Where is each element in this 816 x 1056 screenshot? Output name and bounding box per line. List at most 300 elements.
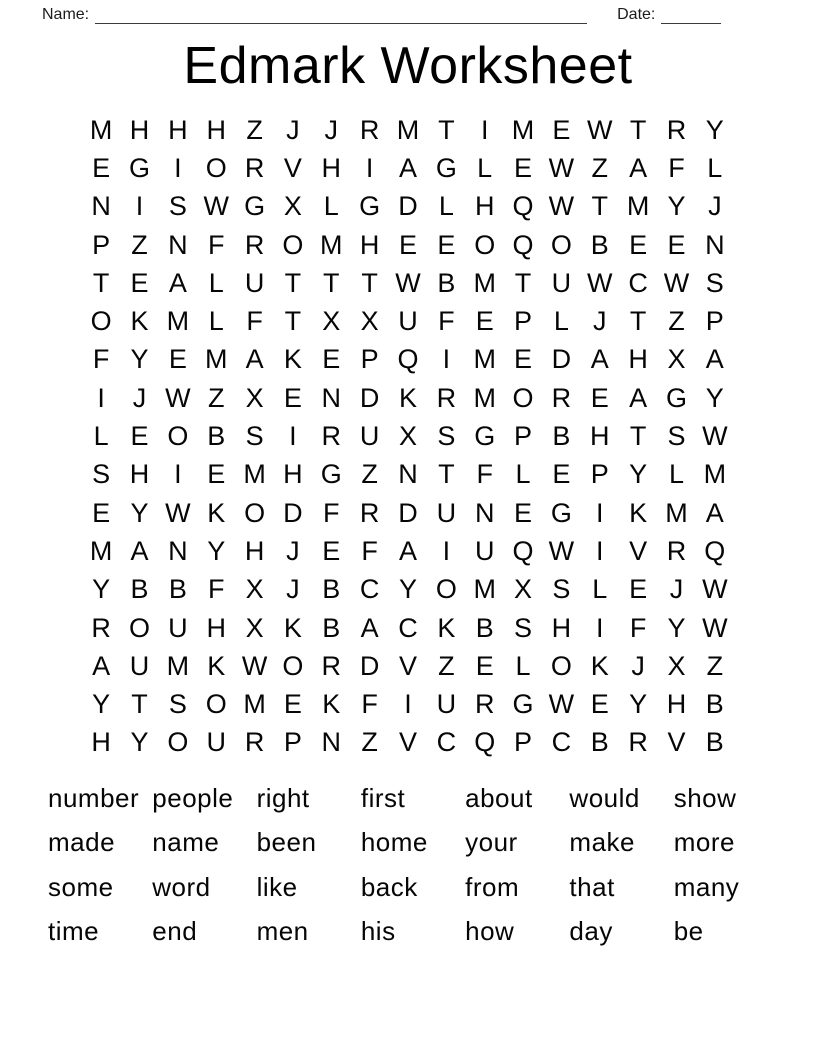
grid-cell: L	[323, 191, 339, 222]
grid-cell: B	[590, 229, 609, 260]
grid-cell: P	[92, 229, 111, 260]
grid-cell: A	[92, 650, 111, 681]
grid-cell: E	[130, 267, 149, 298]
grid-cell: O	[282, 650, 304, 681]
word-item: people	[152, 782, 234, 813]
grid-cell: W	[548, 191, 575, 222]
grid-cell: T	[131, 689, 148, 720]
grid-cell: X	[245, 382, 264, 413]
grid-cell: Y	[705, 114, 724, 145]
grid-cell: A	[398, 535, 417, 566]
grid-cell: T	[629, 421, 647, 452]
grid-cell: N	[91, 191, 111, 222]
grid-cell: P	[590, 459, 609, 490]
grid-cell: W	[203, 191, 229, 222]
grid-cell: M	[166, 306, 190, 337]
grid-cell: O	[205, 152, 227, 183]
grid-cell: K	[437, 612, 456, 643]
word-item: been	[256, 827, 317, 858]
grid-cell: W	[241, 650, 268, 681]
grid-cell: X	[245, 574, 264, 605]
grid-cell: O	[129, 612, 151, 643]
grid-cell: E	[168, 344, 187, 375]
grid-cell: W	[548, 689, 575, 720]
grid-cell: F	[92, 344, 110, 375]
grid-cell: R	[321, 421, 342, 452]
grid-cell: G	[435, 152, 457, 183]
grid-cell: P	[514, 421, 533, 452]
grid-cell: Z	[361, 459, 378, 490]
grid-cell: W	[548, 152, 575, 183]
grid-cell: Q	[512, 191, 534, 222]
grid-cell: X	[245, 612, 264, 643]
grid-cell: L	[553, 306, 569, 337]
grid-cell: Y	[398, 574, 417, 605]
grid-cell: B	[705, 689, 724, 720]
grid-cell: Q	[512, 229, 534, 260]
grid-cell: K	[207, 497, 226, 528]
word-item: how	[465, 916, 515, 947]
grid-cell: N	[321, 382, 342, 413]
grid-cell: J	[132, 382, 147, 413]
grid-cell: H	[628, 344, 648, 375]
grid-cell: F	[323, 497, 340, 528]
word-search-grid	[82, 111, 734, 762]
grid-cell: O	[244, 497, 266, 528]
grid-cell: N	[474, 497, 495, 528]
grid-cell: A	[705, 497, 724, 528]
word-item: word	[152, 871, 211, 902]
grid-cell: X	[398, 421, 417, 452]
word-item: day	[569, 916, 613, 947]
grid-cell: I	[442, 344, 451, 375]
grid-cell: U	[398, 306, 418, 337]
grid-cell: R	[666, 114, 687, 145]
grid-cell: P	[514, 306, 533, 337]
grid-cell: R	[244, 229, 265, 260]
grid-cell: C	[551, 727, 572, 758]
grid-cell: H	[359, 229, 380, 260]
grid-cell: M	[473, 344, 496, 375]
grid-cell: E	[514, 497, 533, 528]
grid-cell: E	[667, 229, 686, 260]
grid-cell: Q	[512, 535, 534, 566]
grid-cell: T	[514, 267, 532, 298]
grid-cell: Y	[207, 535, 226, 566]
word-item: show	[673, 782, 737, 813]
word-item: make	[569, 827, 635, 858]
grid-cell: O	[282, 229, 304, 260]
grid-cell: I	[174, 459, 182, 490]
grid-cell: Z	[591, 152, 608, 183]
grid-cell: I	[174, 152, 182, 183]
grid-cell: E	[590, 689, 609, 720]
grid-cell: N	[705, 229, 725, 260]
grid-cell: Y	[130, 497, 149, 528]
grid-cell: O	[512, 382, 534, 413]
grid-cell: L	[477, 152, 493, 183]
grid-cell: E	[514, 344, 533, 375]
grid-cell: J	[631, 650, 645, 681]
grid-cell: L	[208, 267, 224, 298]
grid-cell: M	[473, 382, 496, 413]
grid-cell: E	[283, 382, 302, 413]
grid-cell: F	[361, 689, 378, 720]
grid-cell: Y	[92, 689, 111, 720]
grid-cell: R	[359, 114, 380, 145]
grid-cell: M	[703, 459, 727, 490]
grid-cell: Y	[667, 191, 686, 222]
grid-cell: S	[705, 267, 724, 298]
grid-cell: L	[707, 152, 723, 183]
grid-cell: R	[321, 650, 342, 681]
grid-cell: W	[587, 114, 613, 145]
grid-cell: L	[668, 459, 684, 490]
name-label: Name:	[42, 6, 90, 23]
grid-cell: R	[91, 612, 111, 643]
grid-cell: U	[551, 267, 572, 298]
grid-cell: C	[436, 727, 457, 758]
grid-cell: T	[284, 306, 302, 337]
grid-cell: E	[130, 421, 149, 452]
grid-cell: G	[512, 689, 534, 720]
grid-cell: U	[474, 535, 495, 566]
grid-cell: K	[322, 689, 341, 720]
grid-cell: W	[663, 267, 690, 298]
grid-cell: W	[702, 421, 728, 452]
grid-cell: O	[550, 650, 572, 681]
grid-cell: R	[551, 382, 572, 413]
grid-cell: B	[552, 421, 571, 452]
grid-cell: S	[667, 421, 686, 452]
grid-cell: X	[514, 574, 533, 605]
grid-cell: X	[283, 191, 302, 222]
grid-cell: T	[629, 114, 647, 145]
grid-cell: L	[208, 306, 224, 337]
word-item: many	[673, 871, 740, 902]
grid-cell: J	[286, 114, 300, 145]
grid-cell: M	[665, 497, 688, 528]
name-blank	[95, 8, 587, 24]
word-item: end	[152, 916, 198, 947]
grid-cell: B	[590, 727, 609, 758]
grid-cell: E	[92, 152, 111, 183]
grid-cell: L	[93, 421, 109, 452]
grid-cell: B	[168, 574, 187, 605]
grid-cell: G	[665, 382, 687, 413]
grid-cell: F	[438, 306, 455, 337]
grid-cell: T	[591, 191, 608, 222]
grid-cell: Z	[246, 114, 263, 145]
grid-cell: T	[92, 267, 110, 298]
grid-cell: Y	[667, 612, 686, 643]
grid-cell: E	[629, 574, 648, 605]
grid-cell: G	[129, 152, 151, 183]
grid-cell: N	[168, 535, 188, 566]
grid-cell: V	[398, 727, 417, 758]
grid-cell: U	[168, 612, 188, 643]
grid-cell: V	[629, 535, 648, 566]
grid-cell: K	[398, 382, 417, 413]
grid-cell: E	[322, 535, 341, 566]
grid-cell: N	[168, 229, 188, 260]
grid-cell: Y	[130, 344, 149, 375]
grid-cell: O	[550, 229, 572, 260]
grid-cell: C	[628, 267, 648, 298]
word-item: from	[465, 871, 520, 902]
word-item: would	[569, 782, 640, 813]
word-item: be	[673, 916, 704, 947]
date-blank	[661, 8, 721, 24]
grid-cell: K	[590, 650, 609, 681]
grid-cell: F	[629, 612, 647, 643]
grid-cell: G	[359, 191, 381, 222]
grid-cell: E	[475, 650, 494, 681]
grid-cell: U	[244, 267, 265, 298]
grid-cell: I	[365, 152, 374, 183]
grid-cell: E	[398, 229, 417, 260]
grid-cell: R	[359, 497, 380, 528]
grid-cell: H	[590, 421, 610, 452]
grid-cell: S	[92, 459, 111, 490]
grid-cell: E	[514, 152, 533, 183]
grid-cell: I	[596, 612, 604, 643]
word-item: time	[48, 916, 100, 947]
grid-cell: U	[436, 689, 457, 720]
grid-cell: M	[89, 114, 113, 145]
grid-cell: H	[91, 727, 111, 758]
grid-cell: X	[360, 306, 379, 337]
grid-cell: F	[476, 459, 493, 490]
grid-cell: B	[475, 612, 494, 643]
grid-cell: P	[360, 344, 379, 375]
grid-cell: O	[435, 574, 457, 605]
grid-cell: G	[320, 459, 342, 490]
grid-cell: J	[669, 574, 684, 605]
grid-cell: S	[437, 421, 456, 452]
grid-cell: F	[246, 306, 263, 337]
grid-cell: D	[551, 344, 572, 375]
grid-cell: M	[511, 114, 535, 145]
grid-cell: W	[702, 574, 728, 605]
grid-cell: T	[323, 267, 340, 298]
word-item: right	[256, 782, 310, 813]
grid-cell: R	[436, 382, 457, 413]
word-item: men	[256, 916, 309, 947]
grid-cell: L	[592, 574, 608, 605]
grid-cell: L	[515, 650, 531, 681]
word-item: about	[465, 782, 533, 813]
grid-cell: A	[590, 344, 609, 375]
grid-cell: U	[206, 727, 226, 758]
grid-cell: I	[596, 535, 604, 566]
grid-cell: E	[552, 114, 571, 145]
grid-cell: W	[587, 267, 613, 298]
grid-cell: Z	[706, 650, 724, 681]
grid-cell: H	[474, 191, 495, 222]
grid-cell: Z	[207, 382, 225, 413]
grid-cell: Y	[92, 574, 111, 605]
grid-cell: E	[92, 497, 111, 528]
grid-cell: H	[206, 114, 226, 145]
grid-cell: B	[130, 574, 149, 605]
grid-cell: A	[245, 344, 264, 375]
grid-cell: P	[283, 727, 302, 758]
grid-cell: D	[359, 382, 380, 413]
grid-cell: M	[320, 229, 343, 260]
grid-cell: B	[705, 727, 724, 758]
word-item: like	[256, 871, 298, 902]
grid-cell: R	[244, 152, 265, 183]
grid-cell: T	[284, 267, 302, 298]
grid-cell: Q	[704, 535, 726, 566]
grid-cell: I	[596, 497, 604, 528]
page-title: Edmark Worksheet	[183, 37, 633, 95]
grid-cell: O	[167, 421, 189, 452]
word-item: made	[48, 827, 116, 858]
grid-cell: J	[593, 306, 607, 337]
grid-cell: M	[204, 344, 228, 375]
grid-cell: B	[322, 612, 341, 643]
grid-cell: A	[168, 267, 187, 298]
grid-cell: N	[321, 727, 342, 758]
grid-cell: G	[474, 421, 496, 452]
grid-cell: R	[628, 727, 648, 758]
grid-cell: Q	[474, 727, 496, 758]
grid-cell: W	[165, 382, 191, 413]
grid-cell: D	[398, 191, 418, 222]
grid-cell: V	[283, 152, 302, 183]
grid-cell: M	[166, 650, 190, 681]
grid-cell: I	[135, 191, 144, 222]
grid-cell: I	[289, 421, 297, 452]
grid-cell: B	[322, 574, 341, 605]
grid-cell: H	[129, 114, 150, 145]
grid-cell: X	[322, 306, 341, 337]
grid-cell: J	[286, 574, 300, 605]
grid-cell: K	[629, 497, 648, 528]
grid-cell: O	[474, 229, 496, 260]
grid-cell: E	[322, 344, 341, 375]
grid-cell: D	[359, 650, 380, 681]
grid-cell: O	[167, 727, 189, 758]
word-item: back	[360, 871, 418, 902]
word-item: first	[360, 782, 406, 813]
grid-cell: T	[629, 306, 647, 337]
grid-cell: G	[244, 191, 266, 222]
grid-cell: W	[165, 497, 191, 528]
word-item: number	[48, 782, 140, 813]
grid-cell: C	[398, 612, 418, 643]
grid-cell: A	[705, 344, 724, 375]
grid-cell: L	[438, 191, 454, 222]
grid-cell: H	[321, 152, 342, 183]
grid-cell: U	[436, 497, 457, 528]
grid-cell: V	[667, 727, 686, 758]
word-item: his	[360, 916, 396, 947]
grid-cell: H	[666, 689, 687, 720]
grid-cell: O	[90, 306, 112, 337]
grid-cell: J	[708, 191, 722, 222]
word-item: that	[569, 871, 615, 902]
grid-cell: E	[475, 306, 494, 337]
word-item: more	[673, 827, 735, 858]
grid-cell: W	[548, 535, 575, 566]
grid-cell: I	[442, 535, 451, 566]
word-item: your	[465, 827, 518, 858]
grid-cell: R	[244, 727, 265, 758]
grid-cell: Y	[130, 727, 149, 758]
grid-cell: E	[552, 459, 571, 490]
grid-cell: Z	[361, 727, 378, 758]
grid-cell: S	[245, 421, 264, 452]
grid-cell: A	[398, 152, 417, 183]
grid-cell: R	[474, 689, 495, 720]
grid-cell: E	[207, 459, 226, 490]
grid-cell: V	[398, 650, 417, 681]
grid-cell: B	[207, 421, 226, 452]
grid-cell: E	[590, 382, 609, 413]
grid-cell: P	[705, 306, 724, 337]
grid-cell: H	[244, 535, 265, 566]
grid-cell: F	[668, 152, 685, 183]
grid-cell: S	[514, 612, 533, 643]
grid-cell: G	[550, 497, 572, 528]
grid-cell: U	[129, 650, 150, 681]
grid-cell: I	[404, 689, 412, 720]
grid-cell: Q	[397, 344, 419, 375]
grid-cell: E	[283, 689, 302, 720]
grid-cell: M	[243, 459, 266, 490]
grid-cell: F	[361, 535, 378, 566]
grid-cell: F	[207, 574, 225, 605]
grid-cell: M	[473, 267, 496, 298]
word-item: some	[48, 871, 114, 902]
grid-cell: D	[283, 497, 303, 528]
word-item: home	[360, 827, 428, 858]
grid-cell: Y	[705, 382, 724, 413]
header	[42, 2, 742, 24]
word-list	[48, 776, 778, 954]
grid-cell: Y	[629, 689, 648, 720]
grid-cell: N	[398, 459, 418, 490]
grid-cell: K	[130, 306, 149, 337]
grid-cell: M	[243, 689, 266, 720]
grid-cell: X	[667, 344, 686, 375]
grid-cell: J	[286, 535, 300, 566]
grid-cell: L	[515, 459, 531, 490]
grid-cell: H	[283, 459, 303, 490]
grid-cell: A	[629, 382, 648, 413]
grid-cell: M	[626, 191, 650, 222]
grid-cell: H	[168, 114, 188, 145]
grid-cell: B	[437, 267, 456, 298]
grid-cell: H	[206, 612, 226, 643]
grid-cell: Z	[668, 306, 685, 337]
grid-cell: F	[207, 229, 225, 260]
word-item: name	[152, 827, 220, 858]
grid-cell: R	[666, 535, 687, 566]
grid-cell: S	[168, 191, 187, 222]
grid-cell: H	[129, 459, 150, 490]
grid-cell: T	[361, 267, 378, 298]
grid-cell: J	[324, 114, 339, 145]
grid-cell: E	[437, 229, 456, 260]
grid-cell: M	[89, 535, 113, 566]
grid-cell: E	[629, 229, 648, 260]
grid-cell: S	[552, 574, 571, 605]
grid-cell: A	[360, 612, 379, 643]
